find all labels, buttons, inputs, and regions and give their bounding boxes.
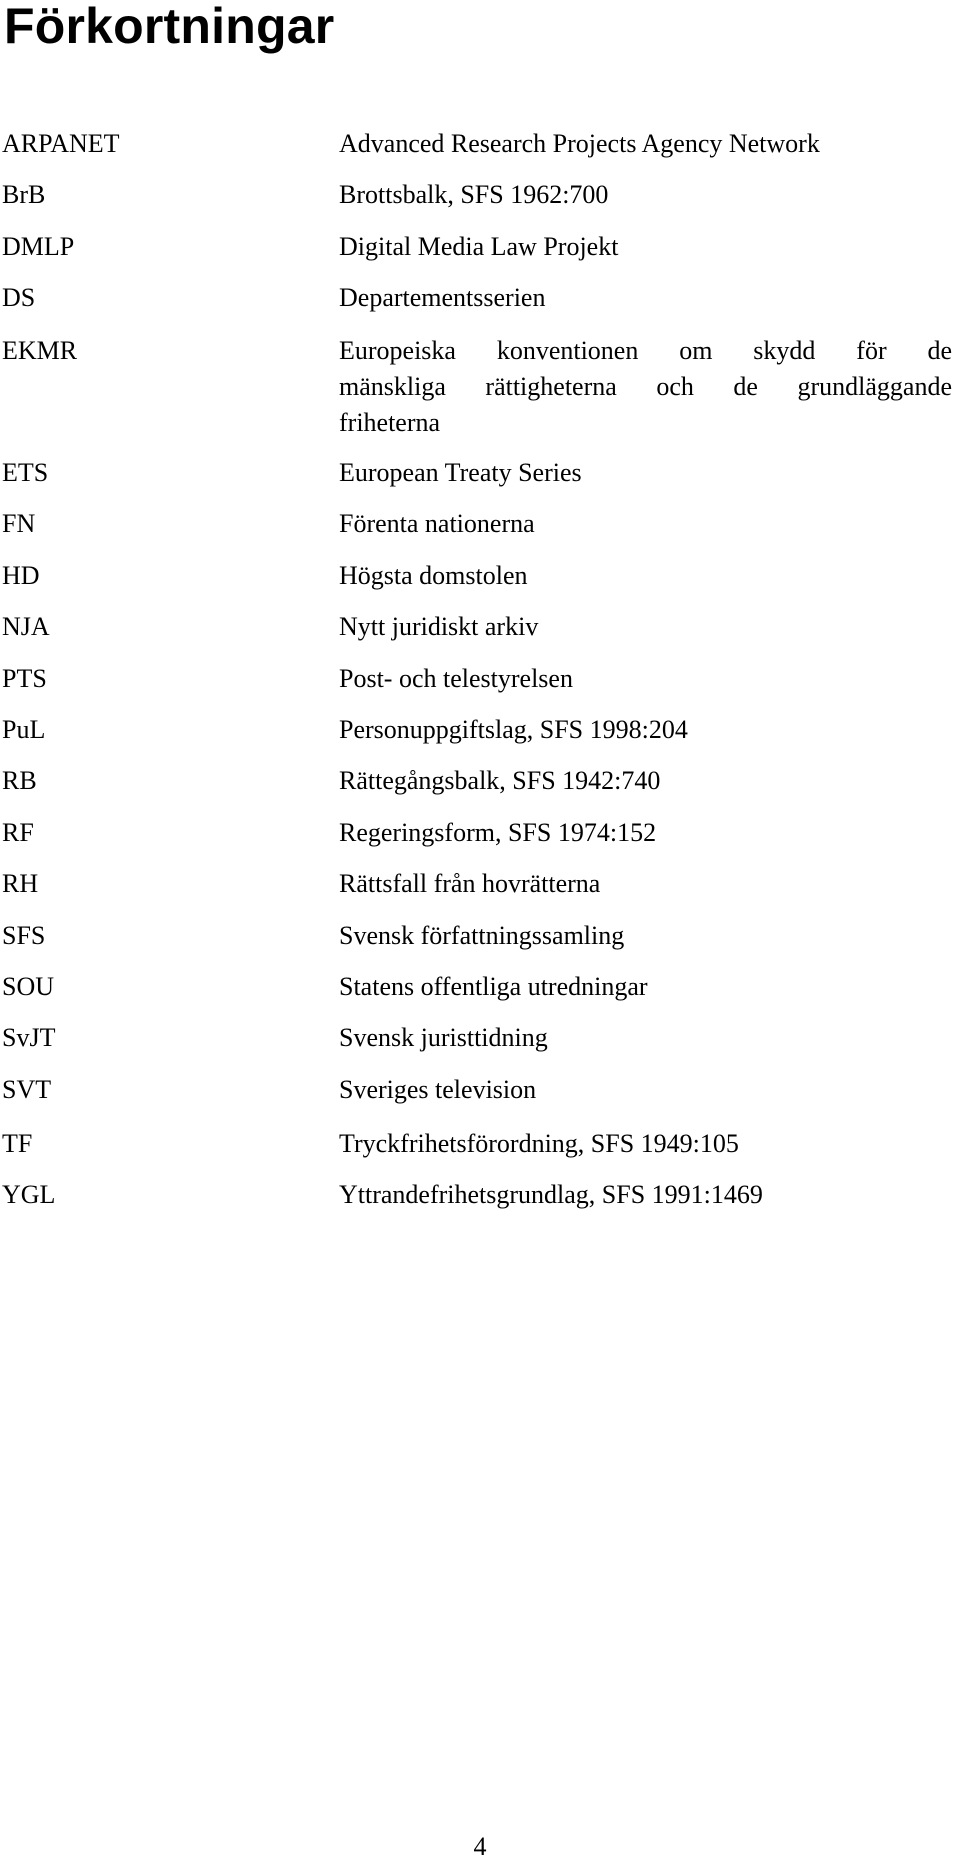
abbreviation: RH xyxy=(2,869,39,898)
definition: Nytt juridiskt arkiv xyxy=(339,612,539,641)
definition: Post- och telestyrelsen xyxy=(339,664,573,693)
definition: Högsta domstolen xyxy=(339,561,528,590)
abbreviation: HD xyxy=(2,561,40,590)
abbreviation: RF xyxy=(2,818,34,847)
definition: European Treaty Series xyxy=(339,458,582,487)
abbreviation: DMLP xyxy=(2,232,75,261)
abbreviation: RB xyxy=(2,766,37,795)
page-title: Förkortningar xyxy=(4,0,335,54)
definition: Förenta nationerna xyxy=(339,509,535,538)
definition: Svensk författningssamling xyxy=(339,921,625,950)
definition: Personuppgiftslag, SFS 1998:204 xyxy=(339,715,688,744)
abbreviation: SvJT xyxy=(2,1023,56,1052)
abbreviation: SOU xyxy=(2,972,55,1001)
abbreviation: YGL xyxy=(2,1180,56,1209)
definition xyxy=(339,333,952,441)
definition: Rättegångsbalk, SFS 1942:740 xyxy=(339,766,661,795)
definition-line: friheterna xyxy=(339,408,441,437)
definition: Brottsbalk, SFS 1962:700 xyxy=(339,180,609,209)
abbreviation: ARPANET xyxy=(2,129,120,158)
definition: Statens offentliga utredningar xyxy=(339,972,648,1001)
abbreviation: BrB xyxy=(2,180,46,209)
abbreviation: ETS xyxy=(2,458,49,487)
abbreviation: FN xyxy=(2,509,36,538)
abbreviation: PTS xyxy=(2,664,47,693)
definition: Sveriges television xyxy=(339,1075,537,1104)
abbreviation: SFS xyxy=(2,921,46,950)
abbreviation: TF xyxy=(2,1129,33,1158)
definition: Yttrandefrihetsgrundlag, SFS 1991:1469 xyxy=(339,1180,763,1209)
definition: Advanced Research Projects Agency Network xyxy=(339,129,820,158)
abbreviation: EKMR xyxy=(2,336,78,365)
definition: Digital Media Law Projekt xyxy=(339,232,619,261)
abbreviation: PuL xyxy=(2,715,46,744)
abbreviation: NJA xyxy=(2,612,50,641)
definition-line: mänskliga rättigheterna och de grundläggande xyxy=(339,372,952,401)
page-number: 4 xyxy=(473,1832,487,1861)
definition: Regeringsform, SFS 1974:152 xyxy=(339,818,657,847)
definition: Rättsfall från hovrätterna xyxy=(339,869,601,898)
definition: Departementsserien xyxy=(339,283,546,312)
abbreviation: SVT xyxy=(2,1075,52,1104)
definition: Tryckfrihetsförordning, SFS 1949:105 xyxy=(339,1129,739,1158)
abbreviation: DS xyxy=(2,283,36,312)
definition-line: Europeiska konventionen om skydd för de xyxy=(339,336,952,365)
definition: Svensk juristtidning xyxy=(339,1023,548,1052)
